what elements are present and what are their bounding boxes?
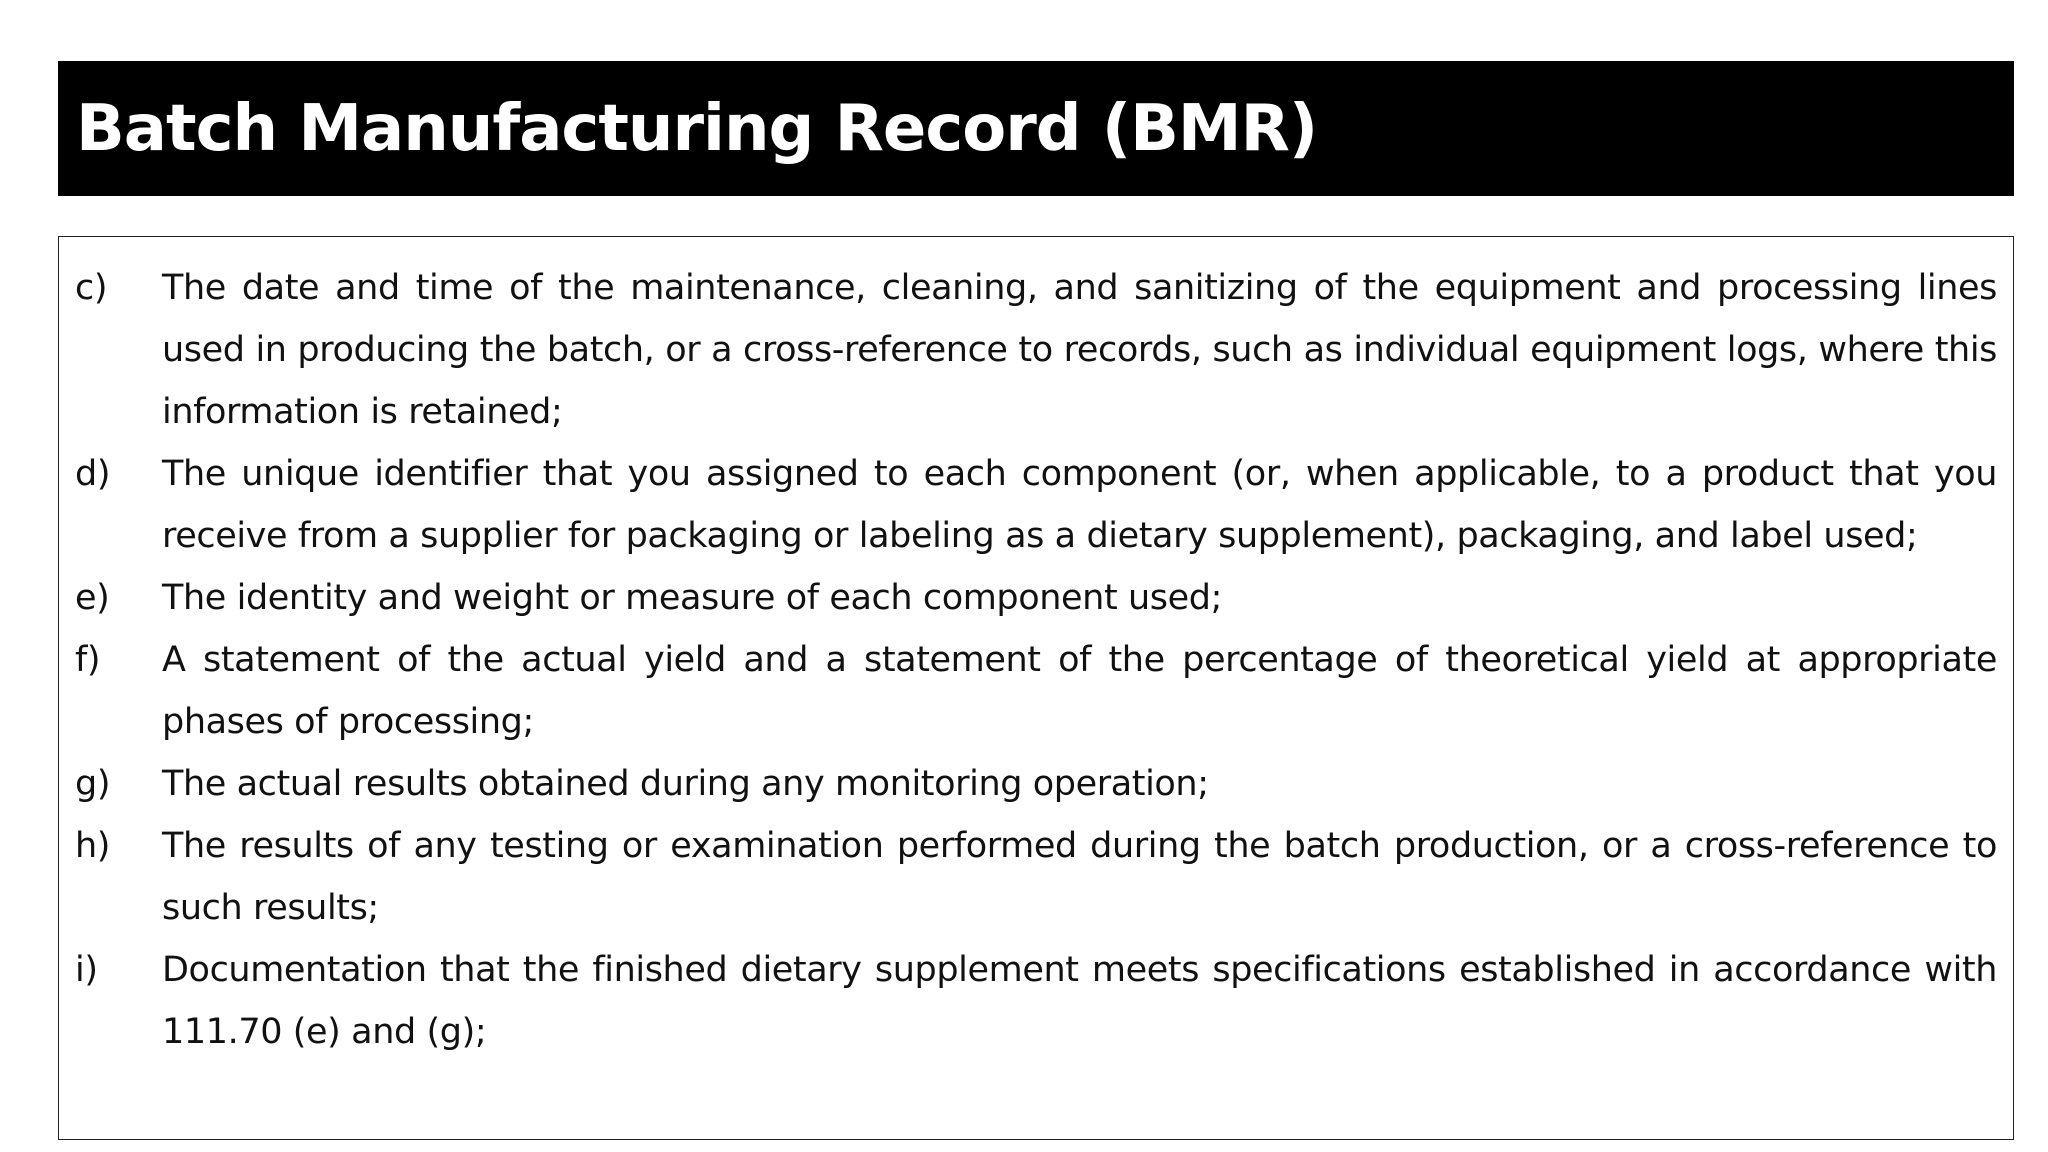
list-item-text: Documentation that the finished dietary supplement meets specifications established in accordance with 111.70 (e) and (g);	[162, 950, 1997, 1052]
list-item-text: The unique identifier that you assigned to each component (or, when applicable, to a product that you receive from a supplier for packaging or labeling as a dietary supplement), packaging, and label used;	[162, 454, 1997, 556]
slide-title: Batch Manufacturing Record (BMR)	[76, 91, 1318, 166]
list-item-text: The date and time of the maintenance, cleaning, and sanitizing of the equipment and processing lines used in producing the batch, or a cross-reference to records, such as individual equipment logs, where this information is retained;	[162, 268, 1997, 432]
list-item-text: The identity and weight or measure of each component used;	[162, 578, 1222, 618]
list-item-text: The results of any testing or examination performed during the batch production, or a cross-reference to such results;	[162, 826, 1997, 928]
list-marker: f)	[75, 640, 101, 680]
content-box	[58, 236, 2014, 1140]
list-item	[75, 567, 1997, 629]
list-item-text: A statement of the actual yield and a statement of the percentage of theoretical yield at appropriate phases of processing;	[162, 640, 1997, 742]
list-item	[75, 443, 1997, 567]
requirements-list	[75, 257, 1997, 1063]
list-marker: d)	[75, 454, 111, 494]
list-item	[75, 753, 1997, 815]
list-marker: g)	[75, 764, 111, 804]
list-marker: c)	[75, 268, 108, 308]
list-item-text: The actual results obtained during any monitoring operation;	[162, 764, 1209, 804]
list-item	[75, 815, 1997, 939]
list-item	[75, 257, 1997, 443]
list-marker: i)	[75, 950, 98, 990]
list-marker: e)	[75, 578, 110, 618]
list-item	[75, 629, 1997, 753]
title-bar	[58, 61, 2014, 196]
list-item	[75, 939, 1997, 1063]
list-marker: h)	[75, 826, 111, 866]
